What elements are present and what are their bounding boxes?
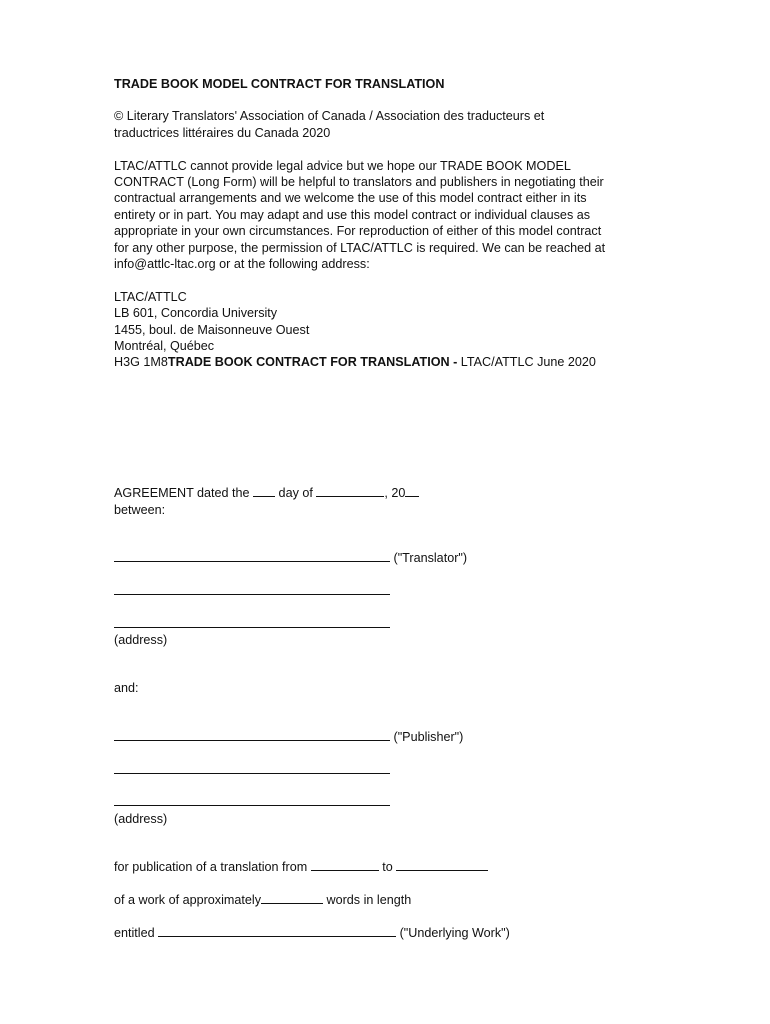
postal-code: H3G 1M8: [114, 355, 168, 370]
publisher-address-blank-1[interactable]: [114, 762, 390, 774]
publisher-address-label: (address): [114, 811, 168, 826]
entitled-label: entitled: [114, 925, 159, 940]
publisher-label: ("Publisher"): [390, 729, 464, 744]
translator-name-blank[interactable]: [114, 550, 390, 562]
translator-address-blank-1[interactable]: [114, 583, 390, 595]
intro-line: info@attlc-ltac.org or at the following address:: [114, 257, 370, 272]
address-postal-and-header: [114, 354, 674, 370]
between-label: between:: [114, 502, 166, 517]
intro-line: entirety or in part. You may adapt and use this model contract or individual clauses as: [114, 207, 591, 222]
source-language-blank[interactable]: [311, 859, 379, 871]
words-in-length-label: words in length: [323, 892, 412, 907]
intro-line: appropriate in your own circumstances. For reproduction of either of this model contract: [114, 224, 602, 239]
copyright-line: traductrices littéraires du Canada 2020: [114, 125, 331, 140]
intro-line: contractual arrangements and we welcome the use of this model contract either in its: [114, 191, 587, 206]
document-page: [114, 76, 674, 941]
target-language-blank[interactable]: [396, 859, 488, 871]
translator-block: [114, 550, 674, 648]
day-of-label: day of: [275, 486, 317, 501]
word-count-blank[interactable]: [261, 892, 323, 904]
agreement-dated-label: AGREEMENT dated the: [114, 486, 254, 501]
translator-label: ("Translator"): [390, 551, 468, 566]
address-line: Montréal, Québec: [114, 339, 215, 354]
work-title-blank[interactable]: [158, 925, 396, 937]
intro-line: LTAC/ATTLC cannot provide legal advice but we hope our TRADE BOOK MODEL: [114, 158, 571, 173]
publisher-address-blank-2[interactable]: [114, 794, 390, 806]
publisher-name-blank[interactable]: [114, 729, 390, 741]
work-of-label: of a work of approximately: [114, 892, 261, 907]
intro-paragraph: [114, 158, 674, 273]
month-blank[interactable]: [316, 485, 384, 497]
running-header-title: TRADE BOOK CONTRACT FOR TRANSLATION -: [167, 355, 458, 370]
address-line: 1455, boul. de Maisonneuve Ouest: [114, 322, 310, 337]
address-line: LB 601, Concordia University: [114, 306, 278, 321]
translation-to-label: to: [378, 860, 397, 875]
intro-line: for any other purpose, the permission of LTAC/ATTLC is required. We can be reached at: [114, 240, 606, 255]
translation-languages-line: [114, 859, 674, 875]
document-title: TRADE BOOK MODEL CONTRACT FOR TRANSLATION: [114, 77, 445, 91]
year-prefix-label: , 20: [384, 486, 406, 501]
word-count-line: [114, 892, 674, 908]
translator-address-label: (address): [114, 633, 168, 648]
mailing-address: [114, 289, 674, 371]
day-blank[interactable]: [253, 485, 275, 497]
copyright-line: © Literary Translators' Association of Canada / Association des traducteurs et: [114, 109, 545, 124]
copyright-notice: [114, 108, 674, 141]
translation-from-label: for publication of a translation from: [114, 860, 311, 875]
running-header-date: LTAC/ATTLC June 2020: [457, 355, 596, 370]
publisher-block: [114, 729, 674, 827]
and-label: and:: [114, 681, 139, 696]
intro-line: CONTRACT (Long Form) will be helpful to translators and publishers in negotiating their: [114, 175, 604, 190]
translator-address-blank-2[interactable]: [114, 616, 390, 628]
year-blank[interactable]: [405, 485, 419, 497]
entitled-line: [114, 925, 674, 941]
underlying-work-label: ("Underlying Work"): [396, 925, 510, 940]
address-line: LTAC/ATTLC: [114, 289, 187, 304]
agreement-date-line: [114, 485, 674, 518]
